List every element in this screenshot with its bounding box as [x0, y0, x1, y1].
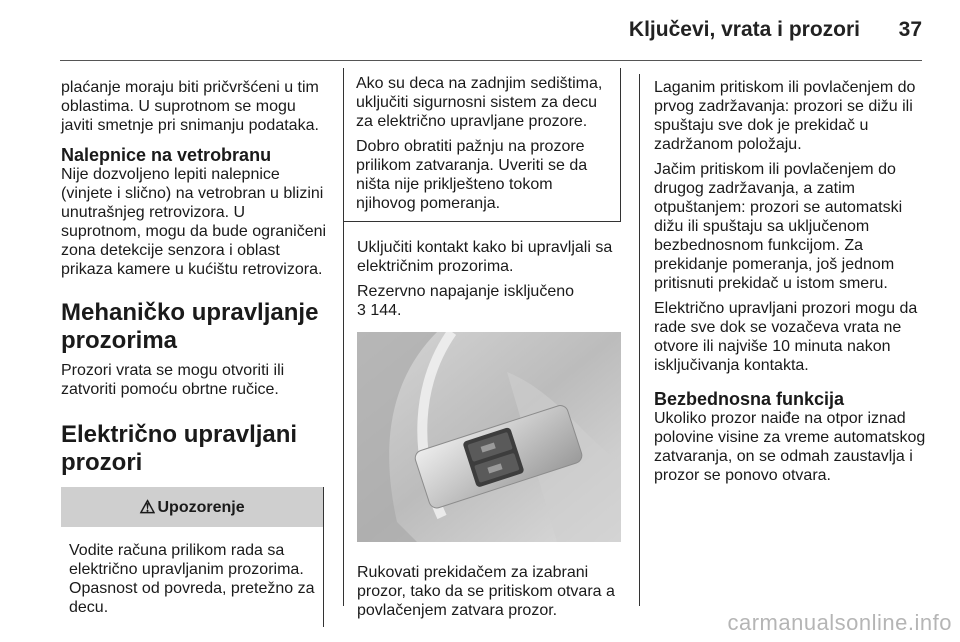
switch-caption: Rukovati prekidačem za izabrani prozor, tako da se pritiskom otvara a povlačenjem zatvara prozor.	[357, 564, 615, 619]
warning-title: Upozorenje	[157, 498, 245, 516]
window-switch-photo	[357, 332, 621, 542]
section-heading-safety: Bezbednosna funkcija	[654, 389, 845, 409]
safety-paragraph: Ukoliko prozor naiđe na otpor iznad polovine visine za vreme automatskog zatvaranja, on se odmah zaustavlja i prozor se ponovo otvara.	[654, 410, 926, 484]
warning-note-box	[343, 68, 621, 222]
backup-power-text: Rezervno napajanje isključeno	[357, 283, 575, 300]
warning-header	[61, 487, 323, 527]
note-children: Ako su deca na zadnjim sedištima, uključiti sigurnosni sistem za decu za električno upravljane prozore.	[356, 75, 603, 130]
ignition-paragraph: Uključiti kontakt kako bi upravljali sa električnim prozorima.	[357, 239, 613, 275]
column-left	[61, 78, 329, 627]
section-heading-manual-windows: Mehaničko upravljanje prozorima	[61, 299, 319, 354]
page-number: 37	[898, 18, 922, 41]
column-right	[654, 78, 926, 491]
header-rule	[60, 60, 922, 61]
power-off-paragraph: Električno upravljani prozori mogu da rade sve dok se vozačeva vrata ne otvore ili najviše 10 minuta nakon isključivanja kontakta.	[654, 300, 918, 374]
note-closing: Dobro obratiti pažnju na prozore prilikom zatvaranja. Uveriti se da ništa nije priklješteno tokom njihovog pomeranja.	[356, 138, 588, 212]
stickers-paragraph: Nije dozvoljeno lepiti nalepnice (vinjete i slično) na vetrobran u blizini unutrašnjeg retrovizora. U suprotnom, mogu da bude ograničeni zona detekcije senzora i oblast prikaza kamere u kućištu retrovizora.	[61, 166, 327, 278]
warning-text: Vodite računa prilikom rada sa električno upravljanim prozorima. Opasnost od povreda, pretežno za decu.	[69, 542, 315, 616]
section-heading-stickers: Nalepnice na vetrobranu	[61, 145, 272, 165]
page-header	[0, 0, 960, 62]
page-reference: 3 144.	[357, 302, 402, 319]
column-divider-2	[639, 74, 640, 606]
header-title: Ključevi, vrata i prozori	[628, 18, 860, 41]
watermark: carmanualsonline.info	[727, 610, 952, 635]
second-detent-paragraph: Jačim pritiskom ili povlačenjem do drugog zadržavanja, a zatim otpuštanjem: prozori se automatski dižu ili spuštaju sa uključenom bezbednosnom funkcijom. Za prekidanje pomeranja, još jednom pritisnuti prekidač u istom smeru.	[654, 161, 903, 292]
manual-windows-paragraph: Prozori vrata se mogu otvoriti ili zatvoriti pomoću obrtne ručice.	[61, 362, 285, 398]
first-detent-paragraph: Laganim pritiskom ili povlačenjem do prvog zadržavanja: prozori se dižu ili spuštaju sve dok je prekidač u zadržanom položaju.	[654, 79, 916, 153]
warning-triangle-icon: ⚠	[139, 496, 156, 517]
column-middle	[356, 75, 625, 626]
warning-box	[61, 487, 324, 627]
section-heading-electric-windows: Električno upravljani prozori	[61, 421, 298, 476]
intro-paragraph: plaćanje moraju biti pričvršćeni u tim oblastima. U suprotnom se mogu javiti smetnje pri snimanju podataka.	[61, 79, 319, 134]
backup-power-paragraph	[357, 282, 625, 320]
